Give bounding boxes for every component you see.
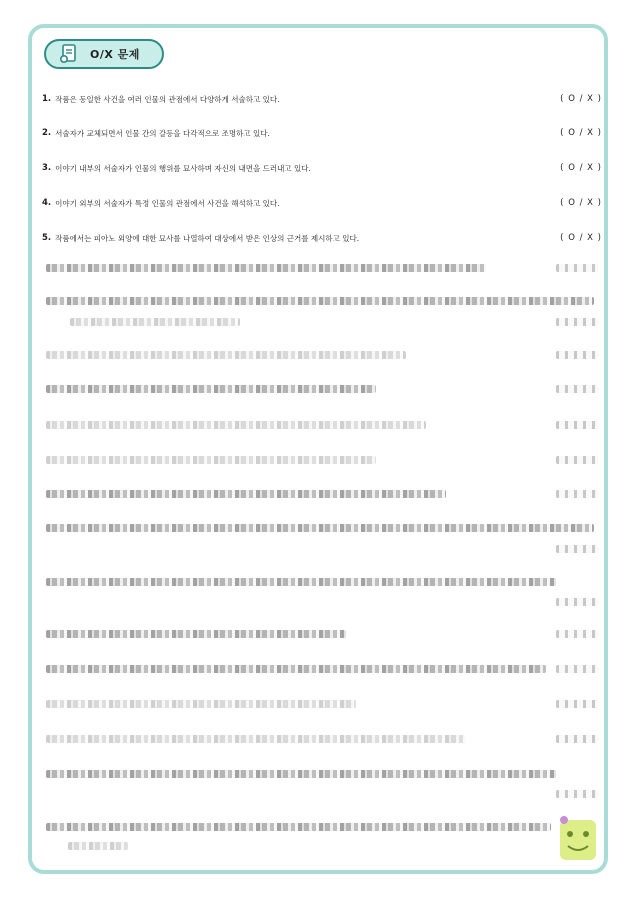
question-row: [42, 160, 602, 176]
blurred-question: [46, 665, 546, 673]
section-badge: [44, 39, 164, 69]
blurred-question: [46, 700, 356, 708]
ox-choice[interactable]: ( O / X ): [560, 233, 602, 243]
ox-choice[interactable]: ( O / X ): [560, 94, 602, 104]
blurred-ox-choice: [556, 351, 598, 359]
question-row: [42, 91, 602, 107]
blurred-ox-choice: [556, 700, 598, 708]
blurred-question: [46, 823, 551, 831]
question-text: 서술자가 교체되면서 인물 간의 갈등을 다각적으로 조명하고 있다.: [55, 128, 270, 138]
section-title: O/X 문제: [90, 48, 140, 61]
ox-choice[interactable]: ( O / X ): [560, 198, 602, 208]
blurred-question: [46, 351, 406, 359]
question-number: 5.: [42, 233, 52, 243]
question-text: 이야기 내부의 서술자가 인물의 행위를 묘사하며 자신의 내면을 드러내고 있다.: [55, 163, 311, 173]
blurred-ox-choice: [556, 735, 598, 743]
question-row: [42, 230, 602, 246]
question-text: 이야기 외부의 서술자가 특정 인물의 관점에서 사건을 해석하고 있다.: [55, 198, 280, 208]
blurred-question: [46, 578, 556, 586]
blurred-ox-choice: [556, 545, 598, 553]
blurred-ox-choice: [556, 421, 598, 429]
blurred-ox-choice: [556, 665, 598, 673]
question-number: 1.: [42, 94, 52, 104]
page-frame: [28, 24, 608, 874]
blurred-ox-choice: [556, 456, 598, 464]
question-number: 3.: [42, 163, 52, 173]
blurred-ox-choice: [556, 790, 598, 798]
ox-choice[interactable]: ( O / X ): [560, 128, 602, 138]
blurred-question: [46, 297, 594, 305]
blurred-ox-choice: [556, 598, 598, 606]
blurred-question: [46, 456, 376, 464]
blurred-question: [46, 421, 426, 429]
question-number: 4.: [42, 198, 52, 208]
question-text: 작품은 동일한 사건을 여러 인물의 관점에서 다양하게 서술하고 있다.: [55, 94, 280, 104]
blurred-question: [46, 630, 346, 638]
blurred-ox-choice: [556, 264, 598, 272]
document-icon: [58, 43, 80, 65]
blurred-ox-choice: [556, 630, 598, 638]
question-row: [42, 195, 602, 211]
blurred-question: [46, 264, 486, 272]
sticker-decoration: [556, 812, 600, 864]
blurred-ox-choice: [556, 490, 598, 498]
ox-choice[interactable]: ( O / X ): [560, 163, 602, 173]
blurred-question-continued: [70, 318, 240, 326]
blurred-question: [46, 524, 594, 532]
blurred-question: [46, 735, 466, 743]
blurred-question: [46, 385, 376, 393]
blurred-question: [46, 490, 446, 498]
question-number: 2.: [42, 128, 52, 138]
blurred-question-continued: [68, 842, 128, 850]
blurred-question: [46, 770, 556, 778]
blurred-ox-choice: [556, 385, 598, 393]
question-row: [42, 125, 602, 141]
question-text: 작품에서는 피아노 외양에 대한 묘사를 나열하여 대상에서 받은 인상의 근거를 제시하고 있다.: [55, 233, 360, 243]
blurred-ox-choice: [556, 318, 598, 326]
